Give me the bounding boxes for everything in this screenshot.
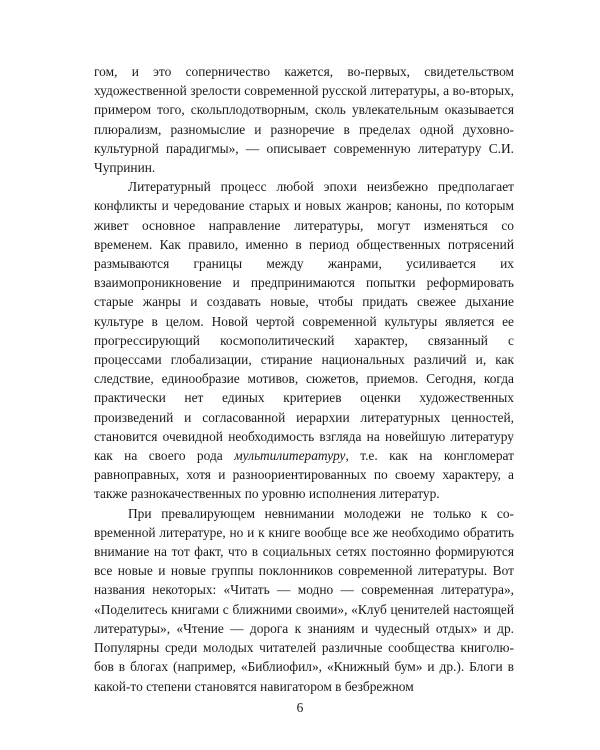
paragraph-2-text-a: Литературный процесс любой эпохи неизбежно предполагает конфликты и чередование старых и новых жанров; каноны, по которым живет основное направление литературы, могут изменяться со временем. Как правило, именно в период общественных потрясений размываются границы между жанрами, усиливается их взаимопроникновение и предпринимаются попытки реформировать старые жанры и создавать новые, чтобы придать свежее дыхание культуре в целом. Новой чертой современной культуры является ее прогрессирующий космополитический характер, связанный с процессами глобализации, стирание национальных различий и, как следствие, единообразие мотивов, сюжетов, приемов. Сегодня, когда практически нет единых критериев оценки художественных произведений и согласованной иерархии литературных ценностей, становится очевидной необходимость взгляда на новейшую литературу как на своего рода bbox=[94, 179, 514, 464]
paragraph-2-italic-term: мультилитературу bbox=[234, 448, 346, 464]
paragraph-2 bbox=[94, 177, 514, 503]
paragraph-3: При превалирующем невнимании молодежи не только к современной литературе, но и к книге вообще все же необходимо обратить внимание на тот факт, что в социальных сетях постоянно формируются все новые и новые группы поклонников современной литературы. Вот названия некоторых: «Читать — модно — современная литература», «Поделитесь книгами с ближними своими», «Клуб ценителей настоящей литературы», «Чтение — дорога к знаниям и чудесный отдых» и др. Популярны среди молодых читателей различные сообщества книголюбов в блогах (например, «Библиофил», «Книжный бум» и др.). Блоги в какой-то степени становятся навигатором в безбрежном bbox=[94, 505, 514, 694]
paragraph-1: гом, и это соперничество кажется, во-первых, свидетельством художественной зрелости современной русской литературы, а во-вторых, примером того, скольплодотворным, сколь увлекательным оказывается плюрализм, разномыслие и разноречие в пределах одной духовно-культурной парадигмы», — описывает современную литературу С.И. Чупринин. bbox=[94, 64, 514, 176]
page-number: 6 bbox=[296, 700, 304, 715]
document-body bbox=[94, 62, 514, 696]
paragraph-2-text-b: , т.е. как на конгломерат равноправных, хотя и разноориентированных по своему характеру, а также разнокачественных по уровню исполнения литератур. bbox=[94, 448, 514, 502]
